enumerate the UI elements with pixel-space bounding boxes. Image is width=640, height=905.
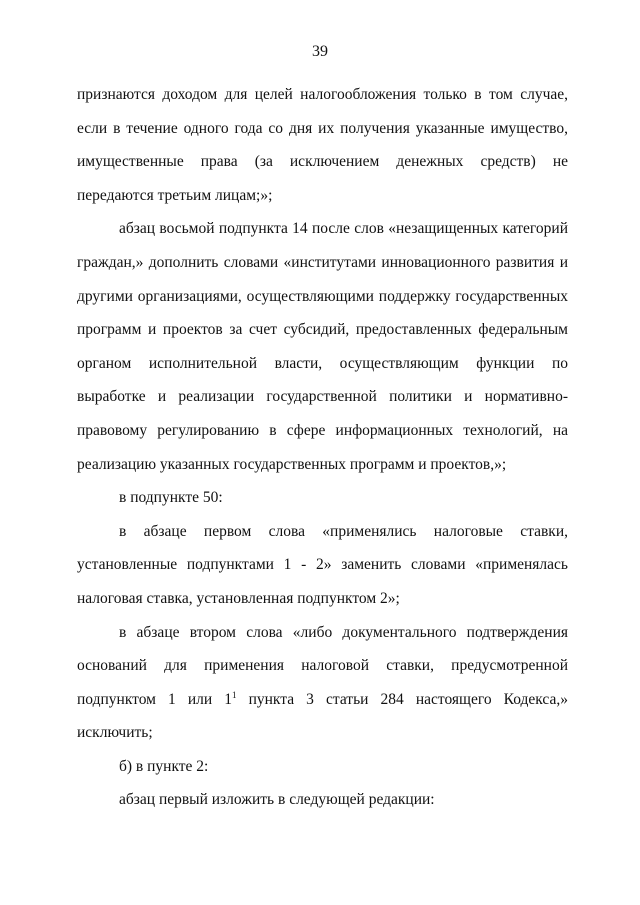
paragraph-continuation: признаются доходом для целей налогообложения только в том случае, если в течение одного года со дня их получения указанные имущество, имущественные права (за исключением денежных средств) не передаются третьим лицам;»; [77,86,568,204]
paragraph-first-wording: абзац первый изложить в следующей редакции: [119,791,435,809]
paragraph-second-text-start: в абзаце втором слова «либо документального подтверждения оснований для применения налоговой ставки, предусмотренной подпунктом 1 или 1 [77,623,568,708]
paragraph-point-2: б) в пункте 2: [119,757,209,775]
page-number: 39 [312,43,328,60]
superscript-one: 1 [232,689,237,700]
paragraph-first-paragraph-change: в абзаце первом слова «применялись налоговые ставки, установленные подпунктами 1 - 2» заменить словами «применялась налоговая ставка, установленная подпунктом 2»; [77,522,568,607]
document-body [77,78,568,817]
paragraph-second-text-end: пункта 3 статьи 284 настоящего Кодекса,» исключить; [77,690,568,742]
paragraph-second-paragraph-change [77,616,568,750]
paragraph-subparagraph-14: абзац восьмой подпункта 14 после слов «незащищенных категорий граждан,» дополнить словами «институтами инновационного развития и другими организациями, осуществляющими поддержку государственных программ и проектов за счет субсидий, предоставленных федеральным органом исполнительной власти, осуществляющим функции по выработке и реализации государственной политики и нормативно-правовому регулированию в сфере информационных технологий, на реализацию указанных государственных программ и проектов,»; [77,220,568,473]
paragraph-subparagraph-50: в подпункте 50: [119,489,223,507]
